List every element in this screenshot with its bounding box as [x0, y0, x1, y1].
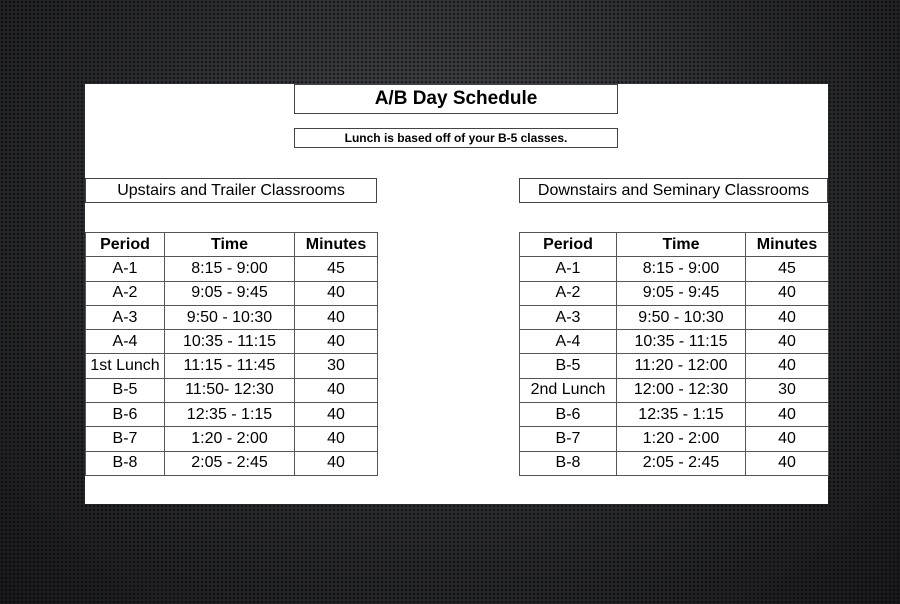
time-cell: 9:05 - 9:45 [617, 281, 746, 305]
period-cell: A-3 [86, 305, 165, 329]
table-row [520, 427, 829, 451]
time-cell: 12:00 - 12:30 [617, 378, 746, 402]
schedule-sheet [85, 84, 828, 504]
table-row [520, 257, 829, 281]
lunch-note: Lunch is based off of your B-5 classes. [294, 128, 618, 148]
table-row [520, 281, 829, 305]
table-row [86, 451, 378, 475]
period-cell: B-5 [520, 354, 617, 378]
minutes-cell: 30 [295, 354, 378, 378]
time-cell: 2:05 - 2:45 [617, 451, 746, 475]
minutes-cell: 40 [295, 403, 378, 427]
minutes-cell: 40 [746, 330, 829, 354]
minutes-cell: 45 [746, 257, 829, 281]
minutes-cell: 40 [295, 305, 378, 329]
table-row [520, 378, 829, 402]
minutes-cell: 40 [746, 354, 829, 378]
time-cell: 10:35 - 11:15 [617, 330, 746, 354]
minutes-cell: 40 [746, 451, 829, 475]
period-cell: A-1 [86, 257, 165, 281]
schedule-title: A/B Day Schedule [294, 84, 618, 114]
minutes-cell: 40 [746, 305, 829, 329]
minutes-cell: 40 [295, 330, 378, 354]
period-cell: B-5 [86, 378, 165, 402]
table-row [86, 330, 378, 354]
table-row [86, 257, 378, 281]
period-cell: A-2 [520, 281, 617, 305]
period-cell: B-6 [520, 403, 617, 427]
minutes-cell: 40 [746, 281, 829, 305]
minutes-cell: 40 [746, 403, 829, 427]
upstairs-section-heading: Upstairs and Trailer Classrooms [85, 178, 377, 203]
period-cell: A-2 [86, 281, 165, 305]
period-cell: B-7 [520, 427, 617, 451]
period-cell: B-8 [86, 451, 165, 475]
period-cell: A-3 [520, 305, 617, 329]
table-row [520, 403, 829, 427]
minutes-cell: 40 [295, 451, 378, 475]
period-cell: A-4 [86, 330, 165, 354]
table-header-row [520, 233, 829, 257]
time-cell: 1:20 - 2:00 [165, 427, 295, 451]
time-cell: 11:50- 12:30 [165, 378, 295, 402]
period-cell: B-7 [86, 427, 165, 451]
time-header: Time [165, 233, 295, 257]
table-row [86, 281, 378, 305]
period-cell: B-8 [520, 451, 617, 475]
downstairs-section-heading: Downstairs and Seminary Classrooms [519, 178, 828, 203]
period-header: Period [520, 233, 617, 257]
table-row [86, 378, 378, 402]
time-cell: 11:20 - 12:00 [617, 354, 746, 378]
minutes-header: Minutes [746, 233, 829, 257]
time-cell: 10:35 - 11:15 [165, 330, 295, 354]
downstairs-schedule-table [519, 232, 829, 476]
table-row [86, 354, 378, 378]
time-cell: 8:15 - 9:00 [165, 257, 295, 281]
minutes-cell: 45 [295, 257, 378, 281]
table-row [520, 354, 829, 378]
period-cell: 1st Lunch [86, 354, 165, 378]
time-cell: 11:15 - 11:45 [165, 354, 295, 378]
time-cell: 9:50 - 10:30 [165, 305, 295, 329]
table-header-row [86, 233, 378, 257]
minutes-cell: 40 [295, 281, 378, 305]
period-cell: A-1 [520, 257, 617, 281]
minutes-header: Minutes [295, 233, 378, 257]
table-row [86, 403, 378, 427]
table-row [86, 427, 378, 451]
time-cell: 12:35 - 1:15 [165, 403, 295, 427]
time-cell: 1:20 - 2:00 [617, 427, 746, 451]
time-cell: 8:15 - 9:00 [617, 257, 746, 281]
minutes-cell: 40 [746, 427, 829, 451]
table-row [86, 305, 378, 329]
time-cell: 9:05 - 9:45 [165, 281, 295, 305]
time-cell: 2:05 - 2:45 [165, 451, 295, 475]
table-row [520, 451, 829, 475]
period-header: Period [86, 233, 165, 257]
minutes-cell: 40 [295, 427, 378, 451]
period-cell: A-4 [520, 330, 617, 354]
upstairs-schedule-table [85, 232, 378, 476]
table-row [520, 330, 829, 354]
period-cell: B-6 [86, 403, 165, 427]
minutes-cell: 40 [295, 378, 378, 402]
period-cell: 2nd Lunch [520, 378, 617, 402]
table-row [520, 305, 829, 329]
time-cell: 12:35 - 1:15 [617, 403, 746, 427]
time-cell: 9:50 - 10:30 [617, 305, 746, 329]
minutes-cell: 30 [746, 378, 829, 402]
time-header: Time [617, 233, 746, 257]
